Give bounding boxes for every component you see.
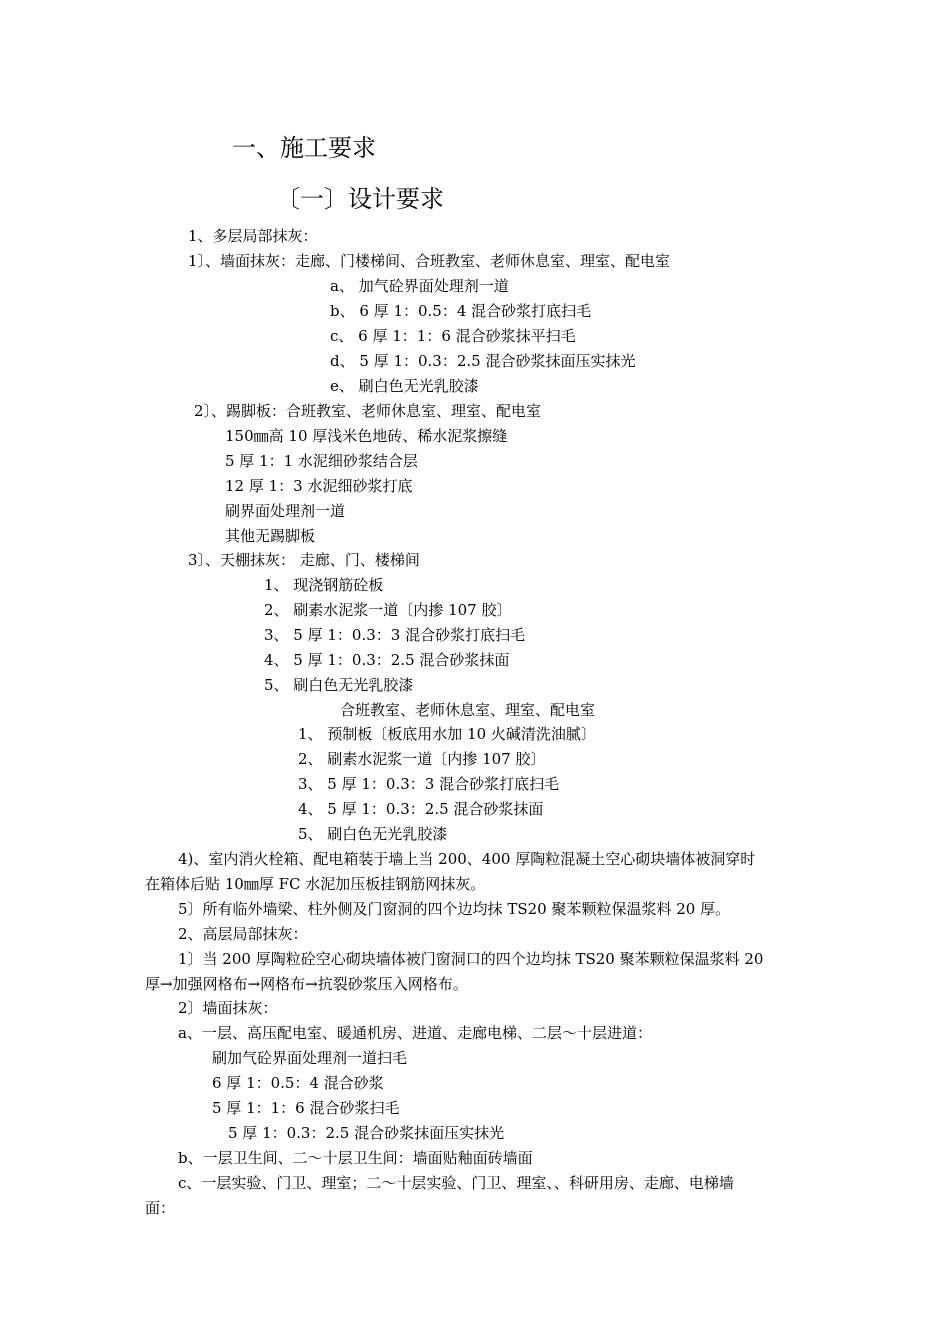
text-line: 5 厚 1：1：6 混合砂浆扫毛	[212, 1099, 400, 1117]
text-line: b、 6 厚 1：0.5：4 混合砂浆打底扫毛	[330, 302, 592, 320]
subsection-heading: 〔一〕设计要求	[276, 185, 444, 213]
text-line: 厚→加强网格布→网格布→抗裂砂浆压入网格布。	[145, 975, 468, 993]
text-line: 2〕墙面抹灰：	[178, 999, 278, 1017]
text-line: 4、 5 厚 1：0.3：2.5 混合砂浆抹面	[298, 800, 544, 818]
text-line: 4、 5 厚 1：0.3：2.5 混合砂浆抹面	[264, 651, 510, 669]
text-line: c、一层实验、门卫、理室；二～十层实验、门卫、理室、、科研用房、走廊、电梯墙	[178, 1174, 734, 1192]
text-line: a、一层、高压配电室、暖通机房、进道、走廊电梯、二层～十层进道：	[178, 1024, 652, 1042]
text-line: c、 6 厚 1：1：6 混合砂浆抹平扫毛	[330, 327, 576, 345]
text-line: 1〕、墙面抹灰：走廊、门楼梯间、合班教室、老师休息室、理室、配电室	[188, 252, 671, 270]
text-line: 2、 刷素水泥浆一道〔内掺 107 胶〕	[264, 601, 512, 619]
text-line: 150㎜高 10 厚浅米色地砖、稀水泥浆擦缝	[225, 427, 508, 445]
text-line: 5、 刷白色无光乳胶漆	[264, 676, 414, 694]
text-line: 面：	[145, 1199, 176, 1217]
text-line: b、一层卫生间、二～十层卫生间：墙面贴釉面砖墙面	[178, 1149, 533, 1167]
text-line: 其他无踢脚板	[225, 527, 316, 545]
text-line: d、 5 厚 1：0.3：2.5 混合砂浆抹面压实抹光	[330, 352, 636, 370]
text-line: 5〕所有临外墙梁、柱外侧及门窗洞的四个边均抹 TS20 聚苯颗粒保温浆料 20 厚。	[178, 900, 731, 918]
text-line: 12 厚 1：3 水泥细砂浆打底	[225, 477, 413, 495]
text-line: a、 加气砼界面处理剂一道	[330, 277, 509, 295]
text-line: 2、高层局部抹灰：	[178, 925, 308, 943]
text-line: 3、 5 厚 1：0.3：3 混合砂浆打底扫毛	[298, 775, 560, 793]
text-line: 刷加气砼界面处理剂一道扫毛	[212, 1049, 408, 1067]
text-line: 4)、室内消火栓箱、配电箱装于墙上当 200、400 厚陶粒混凝土空心砌块墙体被洞穿时	[178, 850, 756, 868]
text-line: 1、多层局部抹灰：	[188, 227, 318, 245]
text-line: 5 厚 1：0.3：2.5 混合砂浆抹面压实抹光	[228, 1124, 505, 1142]
text-line: 3〕、天棚抹灰： 走廊、门、楼梯间	[188, 551, 420, 569]
text-line: 2〕、踢脚板：合班教室、老师休息室、理室、配电室	[194, 402, 542, 420]
text-line: 3、 5 厚 1：0.3：3 混合砂浆打底扫毛	[264, 626, 526, 644]
text-line: 5、 刷白色无光乳胶漆	[298, 825, 448, 843]
section-heading: 一、施工要求	[232, 134, 376, 162]
text-line: 刷界面处理剂一道	[225, 502, 346, 520]
text-line: 1、 现浇钢筋砼板	[264, 576, 384, 594]
text-line: 6 厚 1：0.5：4 混合砂浆	[212, 1074, 384, 1092]
text-line: 5 厚 1：1 水泥细砂浆结合层	[225, 452, 418, 470]
text-line: 1、 预制板〔板底用水加 10 火碱清洗油腻〕	[298, 725, 596, 743]
text-line: e、 刷白色无光乳胶漆	[330, 377, 479, 395]
text-line: 在箱体后贴 10㎜厚 FC 水泥加压板挂钢筋网抹灰。	[145, 875, 486, 893]
text-line: 1〕当 200 厚陶粒砼空心砌块墙体被门窗洞口的四个边均抹 TS20 聚苯颗粒保温浆料 20	[178, 950, 764, 968]
text-line: 合班教室、老师休息室、理室、配电室	[340, 701, 596, 719]
text-line: 2、 刷素水泥浆一道〔内掺 107 胶〕	[298, 750, 546, 768]
